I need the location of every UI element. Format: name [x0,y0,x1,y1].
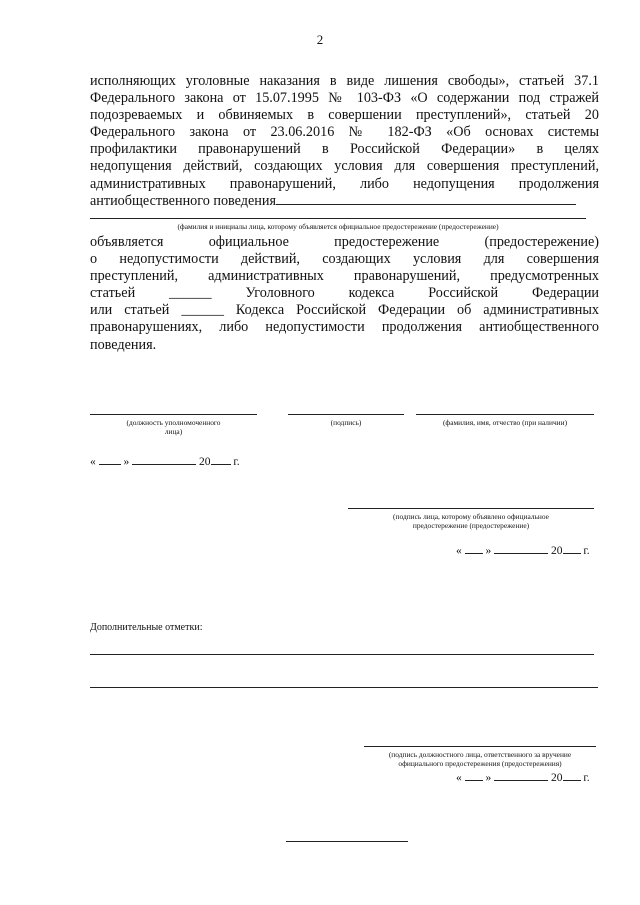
person-name-caption: (фамилия и инициалы лица, которому объявляется официальное предостережение (предостережение) [177,222,499,231]
position-caption [90,418,257,436]
text-line-last: поведения. [90,336,157,353]
full-name-caption: (фамилия, имя, отчество (при наличии) [442,418,568,427]
signature-line[interactable] [288,414,404,415]
text-line: объявляется официальное предостережение (предостережение) [90,234,599,250]
notes-line-2[interactable] [90,687,598,688]
day-blank[interactable] [99,454,121,465]
additional-notes-label: Дополнительные отметки: [90,622,203,633]
position-line[interactable] [90,414,257,415]
year-blank[interactable] [211,454,231,465]
text-line: правонарушениях, либо недопустимости продолжения антиобщественного [90,319,599,336]
date-field-3 [456,770,590,784]
text-line: недопущения действий, создающих условия для совершения преступлений, [90,158,599,175]
page-number: 2 [316,32,324,47]
official-signature-caption [364,750,596,768]
year-prefix: 20 [199,456,211,468]
paragraph-1 [90,73,599,210]
recipient-signature-caption [348,512,594,530]
text-line: Федерального закона от 23.06.2016 № 182-ФЗ «Об основах системы [90,124,599,141]
official-signature-line[interactable] [364,746,596,747]
caption-line: официального предостережения (предостережения) [398,759,562,768]
caption-line: (подпись должностного лица, ответственного за вручение [388,750,572,759]
text-line: исполняющих уголовные наказания в виде лишения свободы», статьей 37.1 [90,73,599,89]
year-suffix: г. [583,545,590,557]
text-line: или статьей ______ Кодекса Российской Федерации об административных [90,302,599,319]
year-suffix: г. [233,456,240,468]
caption-line: предостережение (предостережение) [412,521,530,530]
year-blank[interactable] [563,770,581,781]
quote-open: « [456,772,462,784]
signature-caption: (подпись) [330,418,362,427]
quote-close: » [485,772,492,784]
year-suffix: г. [583,772,590,784]
quote-close: » [123,456,130,468]
recipient-signature-line[interactable] [348,508,594,509]
date-field-1 [90,454,240,468]
text-line: профилактики правонарушений в Российской Федерации» в целях [90,141,599,158]
year-blank[interactable] [563,543,581,554]
text-line: о недопустимости действий, создающих условия для совершения [90,251,599,268]
text-line: административных правонарушений, либо недопущения продолжения [90,175,599,192]
caption-line: (подпись лица, которому объявлено официальное [393,512,549,521]
text-line-last [90,193,599,210]
quote-open: « [456,545,462,557]
bottom-separator [286,841,408,842]
person-name-line[interactable] [90,218,586,219]
paragraph-2 [90,234,599,354]
month-blank[interactable] [494,543,548,554]
day-blank[interactable] [465,770,483,781]
caption-line: (должность уполномоченного [126,418,221,427]
year-prefix: 20 [551,545,563,557]
caption-line: лица) [164,427,183,436]
text-fragment: антиобщественного поведения [90,192,277,209]
date-field-2 [456,543,590,557]
text-line: преступлений, административных правонарушений, предусмотренных [90,268,599,285]
fill-in-blank[interactable] [276,194,576,205]
quote-open: « [90,456,96,468]
text-line: статьей ______ Уголовного кодекса Российской Федерации [90,285,599,302]
month-blank[interactable] [494,770,548,781]
year-prefix: 20 [551,772,563,784]
month-blank[interactable] [132,454,196,465]
text-line: Федерального закона от 15.07.1995 № 103-ФЗ «О содержании под стражей [90,90,599,107]
quote-close: » [485,545,492,557]
notes-line-1[interactable] [90,654,594,655]
day-blank[interactable] [465,543,483,554]
full-name-line[interactable] [416,414,594,415]
text-line: подозреваемых и обвиняемых в совершении преступлений», статьей 20 [90,107,599,124]
